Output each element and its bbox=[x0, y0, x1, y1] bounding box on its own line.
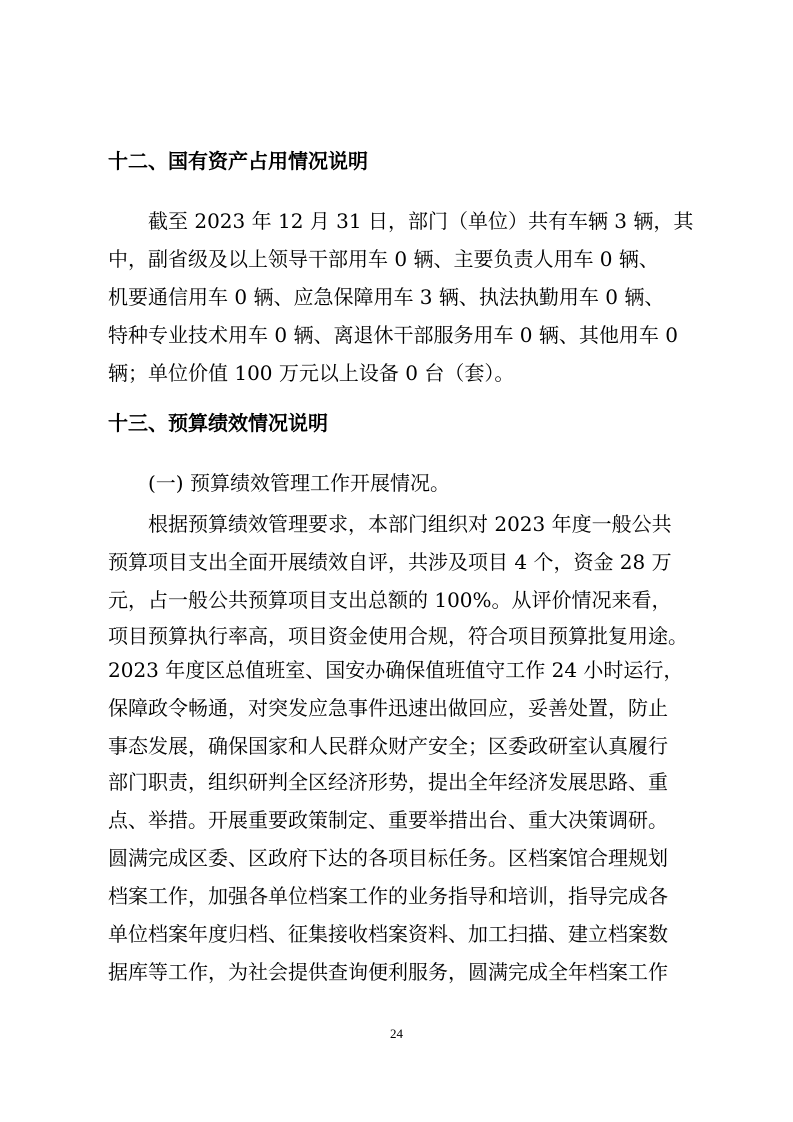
paragraph-line: 特种专业技术用车 0 辆、离退休干部服务用车 0 辆、其他用车 0 bbox=[108, 323, 678, 347]
paragraph-line: 单位档案年度归档、征集接收档案资料、加工扫描、建立档案数 bbox=[108, 922, 668, 946]
paragraph-line: 项目预算执行率高，项目资金使用合规，符合项目预算批复用途。 bbox=[108, 624, 688, 648]
subsection-heading: (一) 预算绩效管理工作开展情况。 bbox=[148, 471, 450, 495]
paragraph-line: 元，占一般公共预算项目支出总额的 100%。从评价情况来看， bbox=[108, 588, 672, 612]
paragraph-line: 辆；单位价值 100 万元以上设备 0 台（套）。 bbox=[108, 361, 515, 385]
paragraph-line: 圆满完成区委、区政府下达的各项目标任务。区档案馆合理规划 bbox=[108, 846, 668, 870]
paragraph-line: 事态发展，确保国家和人民群众财产安全；区委政研室认真履行 bbox=[108, 734, 668, 758]
paragraph-line: 机要通信用车 0 辆、应急保障用车 3 辆、执法执勤用车 0 辆、 bbox=[108, 285, 665, 309]
paragraph-line: 点、举措。开展重要政策制定、重要举措出台、重大决策调研。 bbox=[108, 808, 668, 832]
section-heading-performance: 十三、预算绩效情况说明 bbox=[108, 411, 328, 435]
page-number: 24 bbox=[390, 1026, 403, 1041]
paragraph-line: 截至 2023 年 12 月 31 日，部门（单位）共有车辆 3 辆，其 bbox=[148, 209, 694, 233]
paragraph-line: 保障政令畅通，对突发应急事件迅速出做回应，妥善处置，防止 bbox=[108, 696, 668, 720]
paragraph-line: 2023 年度区总值班室、国安办确保值班值守工作 24 小时运行， bbox=[108, 658, 684, 682]
paragraph-line: 根据预算绩效管理要求，本部门组织对 2023 年度一般公共 bbox=[148, 512, 672, 536]
paragraph-line: 据库等工作，为社会提供查询便利服务，圆满完成全年档案工作 bbox=[108, 960, 668, 984]
paragraph-line: 预算项目支出全面开展绩效自评，共涉及项目 4 个，资金 28 万 bbox=[108, 550, 672, 574]
paragraph-line: 档案工作，加强各单位档案工作的业务指导和培训，指导完成各 bbox=[108, 884, 668, 908]
paragraph-line: 部门职责，组织研判全区经济形势，提出全年经济发展思路、重 bbox=[108, 770, 668, 794]
paragraph-line: 中，副省级及以上领导干部用车 0 辆、主要负责人用车 0 辆、 bbox=[108, 247, 659, 271]
section-heading-assets: 十二、国有资产占用情况说明 bbox=[108, 149, 368, 173]
